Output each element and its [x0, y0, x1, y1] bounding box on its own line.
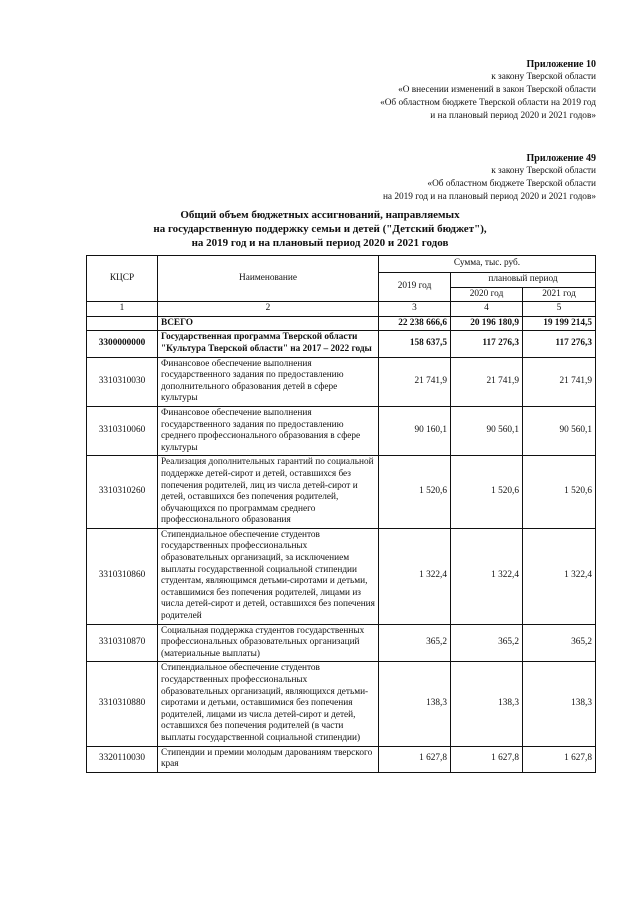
row-value-2019-cell: 1 520,6 [379, 456, 451, 529]
table-row [87, 316, 596, 331]
row-code-cell [87, 316, 158, 331]
row-code-cell: 3310310260 [87, 456, 158, 529]
row-code-cell: 3310310060 [87, 406, 158, 455]
table-row [87, 624, 596, 662]
row-name-cell: Финансовое обеспечение выполнения государственного задания по предоставлению дополнительного образования детей в сфере культуры [158, 357, 379, 406]
row-value-2019-cell: 1 322,4 [379, 528, 451, 624]
appendix-10-line: «Об областном бюджете Тверской области на 2019 год [380, 98, 596, 108]
row-value-2020-cell: 21 741,9 [451, 357, 523, 406]
row-value-2020-cell: 20 196 180,9 [451, 316, 523, 331]
column-number: 3 [379, 302, 451, 317]
row-value-2021-cell: 90 560,1 [523, 406, 596, 455]
column-number: 1 [87, 302, 158, 317]
header-2020: 2020 год [451, 287, 523, 302]
table-row [87, 331, 596, 357]
row-name-cell: ВСЕГО [158, 316, 379, 331]
row-value-2021-cell: 1 627,8 [523, 746, 596, 772]
row-code-cell: 3300000000 [87, 331, 158, 357]
row-name-cell: Социальная поддержка студентов государственных профессиональных образовательных организаций (материальные выплаты) [158, 624, 379, 662]
appendix-49-line: на 2019 год и на плановый период 2020 и 2021 годов» [382, 192, 596, 202]
row-value-2019-cell: 158 637,5 [379, 331, 451, 357]
table-row [87, 456, 596, 529]
appendix-49-line: «Об областном бюджете Тверской области [427, 179, 596, 189]
header-kcsr: КЦСР [87, 256, 158, 302]
appendix-49-line: к закону Тверской области [491, 166, 596, 176]
row-name-cell: Стипендии и премии молодым дарованиям тверского края [158, 746, 379, 772]
document-title [80, 208, 560, 250]
row-value-2021-cell: 21 741,9 [523, 357, 596, 406]
table-row [87, 357, 596, 406]
row-name-cell: Государственная программа Тверской области "Культура Тверской области" на 2017 – 2022 годы [158, 331, 379, 357]
row-value-2021-cell: 138,3 [523, 662, 596, 746]
row-value-2020-cell: 117 276,3 [451, 331, 523, 357]
row-code-cell: 3320110030 [87, 746, 158, 772]
table-row [87, 746, 596, 772]
header-2019: 2019 год [379, 273, 451, 302]
document-title-line: Общий объем бюджетных ассигнований, направляемых [180, 209, 460, 221]
row-value-2020-cell: 1 520,6 [451, 456, 523, 529]
appendix-10-header [380, 58, 596, 123]
appendix-10-line: к закону Тверской области [491, 72, 596, 82]
row-name-cell: Финансовое обеспечение выполнения государственного задания по предоставлению среднего профессионального образования в сфере культуры [158, 406, 379, 455]
appendix-49-title: Приложение 49 [526, 153, 596, 164]
column-number: 2 [158, 302, 379, 317]
appendix-49-header [383, 152, 596, 204]
table-row [87, 406, 596, 455]
row-value-2019-cell: 90 160,1 [379, 406, 451, 455]
row-value-2019-cell: 365,2 [379, 624, 451, 662]
header-planned: плановый период [451, 273, 596, 288]
document-title-line: на 2019 год и на плановый период 2020 и 2021 годов [191, 237, 449, 249]
column-number: 5 [523, 302, 596, 317]
row-value-2020-cell: 90 560,1 [451, 406, 523, 455]
row-code-cell: 3310310860 [87, 528, 158, 624]
row-value-2019-cell: 1 627,8 [379, 746, 451, 772]
row-value-2021-cell: 19 199 214,5 [523, 316, 596, 331]
row-value-2020-cell: 138,3 [451, 662, 523, 746]
header-2021: 2021 год [523, 287, 596, 302]
appendix-10-line: и на плановый период 2020 и 2021 годов» [430, 111, 596, 121]
document-title-line: на государственную поддержку семьи и детей ("Детский бюджет"), [153, 223, 487, 235]
row-name-cell: Стипендиальное обеспечение студентов государственных профессиональных образовательных организаций, за исключением выплаты государственной социальной стипендии студентам, являющимся детьми-сиротами и детьми, оставшимися без попечения родителей, лицами из числа детей-сирот и детей, оставшихся без попечения родителей [158, 528, 379, 624]
row-code-cell: 3310310870 [87, 624, 158, 662]
header-sum: Сумма, тыс. руб. [379, 256, 596, 273]
row-value-2019-cell: 22 238 666,6 [379, 316, 451, 331]
appendix-10-title: Приложение 10 [526, 59, 596, 70]
row-value-2019-cell: 138,3 [379, 662, 451, 746]
row-value-2019-cell: 21 741,9 [379, 357, 451, 406]
row-value-2021-cell: 117 276,3 [523, 331, 596, 357]
table-row [87, 528, 596, 624]
table-header-row [87, 256, 596, 273]
row-value-2020-cell: 365,2 [451, 624, 523, 662]
header-name: Наименование [158, 256, 379, 302]
column-number-row [87, 302, 596, 317]
row-value-2020-cell: 1 322,4 [451, 528, 523, 624]
budget-table [86, 255, 596, 773]
row-value-2021-cell: 1 322,4 [523, 528, 596, 624]
row-name-cell: Стипендиальное обеспечение студентов государственных профессиональных образовательных организаций, являющихся детьми-сиротами и детьми, оставшимися без попечения родителей, лицами из числа детей-сирот и детей, оставшихся без попечения родителей (в части выплаты государственной социальной стипендии) [158, 662, 379, 746]
row-code-cell: 3310310030 [87, 357, 158, 406]
column-number: 4 [451, 302, 523, 317]
row-value-2021-cell: 1 520,6 [523, 456, 596, 529]
appendix-10-line: «О внесении изменений в закон Тверской области [398, 85, 596, 95]
table-row [87, 662, 596, 746]
row-value-2021-cell: 365,2 [523, 624, 596, 662]
row-code-cell: 3310310880 [87, 662, 158, 746]
row-value-2020-cell: 1 627,8 [451, 746, 523, 772]
row-name-cell: Реализация дополнительных гарантий по социальной поддержке детей-сирот и детей, оставшихся без попечения родителей, лиц из числа детей-сирот и детей, оставшихся без попечения родителей, обучающихся по программам среднего профессионального образования [158, 456, 379, 529]
